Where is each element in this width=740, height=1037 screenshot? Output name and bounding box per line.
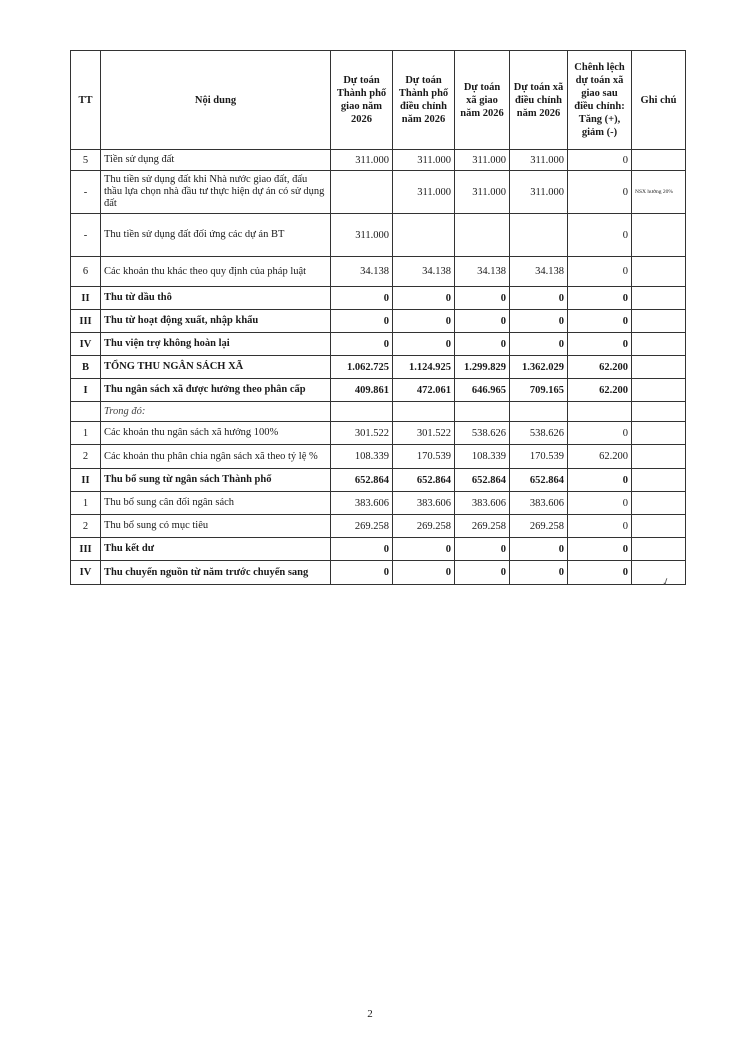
- header-col1: Dự toán Thành phố giao năm 2026: [331, 51, 393, 150]
- row-c3: [455, 402, 510, 422]
- row-tt: B: [71, 356, 101, 379]
- row-c2: 301.522: [393, 422, 455, 445]
- row-c4: 0: [510, 561, 568, 585]
- row-c4: 170.539: [510, 445, 568, 469]
- row-tt: 5: [71, 150, 101, 171]
- row-c5: 0: [568, 469, 632, 492]
- header-note: Ghi chú: [632, 51, 686, 150]
- row-content: TỔNG THU NGÂN SÁCH XÃ: [101, 356, 331, 379]
- row-c4: 0: [510, 333, 568, 356]
- row-c3: 311.000: [455, 171, 510, 214]
- row-c1: 652.864: [331, 469, 393, 492]
- table-row: [71, 171, 686, 214]
- budget-table: [70, 50, 686, 585]
- row-c2: 34.138: [393, 257, 455, 287]
- row-content: Trong đó:: [101, 402, 331, 422]
- row-c3: [455, 214, 510, 257]
- row-note: [632, 469, 686, 492]
- row-c5: [568, 402, 632, 422]
- row-c4: [510, 214, 568, 257]
- row-c3: 1.299.829: [455, 356, 510, 379]
- row-tt: II: [71, 287, 101, 310]
- row-c4: 652.864: [510, 469, 568, 492]
- table-row: [71, 356, 686, 379]
- page-number: 2: [367, 1008, 373, 1020]
- header-col3: Dự toán xã giao năm 2026: [455, 51, 510, 150]
- row-c5: 0: [568, 150, 632, 171]
- row-c1: 1.062.725: [331, 356, 393, 379]
- row-c2: 269.258: [393, 515, 455, 538]
- row-c2: 652.864: [393, 469, 455, 492]
- row-c5: 0: [568, 310, 632, 333]
- row-c1: 0: [331, 287, 393, 310]
- row-c3: 646.965: [455, 379, 510, 402]
- row-content: Thu từ hoạt động xuất, nhập khẩu: [101, 310, 331, 333]
- row-c5: 0: [568, 561, 632, 585]
- row-note: NSX hưởng 20%: [632, 171, 686, 214]
- row-c2: 472.061: [393, 379, 455, 402]
- row-tt: IV: [71, 561, 101, 585]
- row-c3: 0: [455, 561, 510, 585]
- row-tt: 6: [71, 257, 101, 287]
- row-content: Thu tiền sử dụng đất đối ứng các dự án BT: [101, 214, 331, 257]
- row-note: [632, 445, 686, 469]
- row-c2: 311.000: [393, 150, 455, 171]
- row-note: [632, 515, 686, 538]
- table-row: [71, 469, 686, 492]
- row-c3: 0: [455, 538, 510, 561]
- row-c5: 0: [568, 171, 632, 214]
- header-col4: Dự toán xã điều chỉnh năm 2026: [510, 51, 568, 150]
- row-c3: 0: [455, 310, 510, 333]
- table-row: [71, 402, 686, 422]
- row-c2: 0: [393, 333, 455, 356]
- table-row: [71, 445, 686, 469]
- row-tt: III: [71, 538, 101, 561]
- table-row: [71, 379, 686, 402]
- row-content: Các khoản thu khác theo quy định của pháp luật: [101, 257, 331, 287]
- row-tt: III: [71, 310, 101, 333]
- row-content: Thu kết dư: [101, 538, 331, 561]
- row-content: Tiền sử dụng đất: [101, 150, 331, 171]
- row-c5: 0: [568, 515, 632, 538]
- row-c1: 269.258: [331, 515, 393, 538]
- header-col5: Chênh lệch dự toán xã giao sau điều chỉnh: Tăng (+), giảm (-): [568, 51, 632, 150]
- row-c4: 269.258: [510, 515, 568, 538]
- row-c2: [393, 214, 455, 257]
- row-c1: 34.138: [331, 257, 393, 287]
- row-c3: 0: [455, 333, 510, 356]
- row-tt: II: [71, 469, 101, 492]
- row-note: [632, 379, 686, 402]
- row-note: [632, 214, 686, 257]
- table-row: [71, 515, 686, 538]
- row-c2: 170.539: [393, 445, 455, 469]
- row-note: [632, 150, 686, 171]
- row-content: Thu ngân sách xã được hưởng theo phân cấp: [101, 379, 331, 402]
- row-c3: 34.138: [455, 257, 510, 287]
- row-c1: 0: [331, 538, 393, 561]
- row-c1: 383.606: [331, 492, 393, 515]
- table-row: [71, 492, 686, 515]
- row-c3: 0: [455, 287, 510, 310]
- row-note: [632, 402, 686, 422]
- row-c1: 409.861: [331, 379, 393, 402]
- row-c2: 311.000: [393, 171, 455, 214]
- row-note: [632, 333, 686, 356]
- row-c2: 0: [393, 561, 455, 585]
- row-content: Thu bổ sung cân đối ngân sách: [101, 492, 331, 515]
- row-note: [632, 356, 686, 379]
- table-row: [71, 333, 686, 356]
- row-c2: 0: [393, 287, 455, 310]
- row-c3: 383.606: [455, 492, 510, 515]
- row-c1: 311.000: [331, 150, 393, 171]
- row-c4: 538.626: [510, 422, 568, 445]
- row-c4: [510, 402, 568, 422]
- row-c4: 709.165: [510, 379, 568, 402]
- row-c4: 311.000: [510, 150, 568, 171]
- row-c1: [331, 171, 393, 214]
- row-tt: 2: [71, 515, 101, 538]
- row-c3: 311.000: [455, 150, 510, 171]
- row-c5: 0: [568, 287, 632, 310]
- row-c1: 311.000: [331, 214, 393, 257]
- row-c4: 383.606: [510, 492, 568, 515]
- table-row: [71, 214, 686, 257]
- table-row: [71, 150, 686, 171]
- row-c5: 62.200: [568, 379, 632, 402]
- table-row: [71, 287, 686, 310]
- row-c1: 301.522: [331, 422, 393, 445]
- row-tt: 1: [71, 422, 101, 445]
- header-content: Nội dung: [101, 51, 331, 150]
- row-c1: [331, 402, 393, 422]
- row-c3: 652.864: [455, 469, 510, 492]
- row-note: [632, 492, 686, 515]
- row-tt: 2: [71, 445, 101, 469]
- row-tt: -: [71, 214, 101, 257]
- table-header-row: [71, 51, 686, 150]
- row-c3: 108.339: [455, 445, 510, 469]
- row-c1: 0: [331, 333, 393, 356]
- row-content: Thu từ dầu thô: [101, 287, 331, 310]
- pen-mark-icon: ✓: [660, 575, 673, 590]
- row-tt: IV: [71, 333, 101, 356]
- row-c4: 0: [510, 310, 568, 333]
- row-note: [632, 310, 686, 333]
- row-note: [632, 422, 686, 445]
- row-c1: 0: [331, 310, 393, 333]
- row-c5: 62.200: [568, 356, 632, 379]
- row-note: [632, 538, 686, 561]
- row-note: [632, 257, 686, 287]
- row-c2: 1.124.925: [393, 356, 455, 379]
- row-content: Thu bổ sung có mục tiêu: [101, 515, 331, 538]
- row-c3: 538.626: [455, 422, 510, 445]
- row-tt: [71, 402, 101, 422]
- row-content: Thu bổ sung từ ngân sách Thành phố: [101, 469, 331, 492]
- row-c4: 0: [510, 287, 568, 310]
- row-c5: 0: [568, 538, 632, 561]
- header-tt: TT: [71, 51, 101, 150]
- row-content: Thu tiền sử dụng đất khi Nhà nước giao đất, đấu thầu lựa chọn nhà đầu tư thực hiện dự án có sử dụng đất: [101, 171, 331, 214]
- row-content: Thu chuyển nguồn từ năm trước chuyển sang: [101, 561, 331, 585]
- row-c5: 0: [568, 214, 632, 257]
- row-c2: 383.606: [393, 492, 455, 515]
- row-c2: 0: [393, 310, 455, 333]
- row-c1: 108.339: [331, 445, 393, 469]
- row-c5: 0: [568, 492, 632, 515]
- row-content: Các khoản thu phân chia ngân sách xã theo tỷ lệ %: [101, 445, 331, 469]
- row-tt: 1: [71, 492, 101, 515]
- row-c4: 1.362.029: [510, 356, 568, 379]
- row-c4: 34.138: [510, 257, 568, 287]
- row-c5: 0: [568, 422, 632, 445]
- row-c3: 269.258: [455, 515, 510, 538]
- row-note: [632, 287, 686, 310]
- row-c5: 0: [568, 333, 632, 356]
- row-content: Các khoản thu ngân sách xã hưởng 100%: [101, 422, 331, 445]
- row-c5: 0: [568, 257, 632, 287]
- row-tt: I: [71, 379, 101, 402]
- table-row: [71, 538, 686, 561]
- table-row: [71, 422, 686, 445]
- table-row: [71, 561, 686, 585]
- table-row: [71, 257, 686, 287]
- row-content: Thu viện trợ không hoàn lại: [101, 333, 331, 356]
- row-c5: 62.200: [568, 445, 632, 469]
- row-note: [632, 561, 686, 585]
- table-row: [71, 310, 686, 333]
- row-c1: 0: [331, 561, 393, 585]
- row-c4: 311.000: [510, 171, 568, 214]
- header-col2: Dự toán Thành phố điều chỉnh năm 2026: [393, 51, 455, 150]
- row-c4: 0: [510, 538, 568, 561]
- row-tt: -: [71, 171, 101, 214]
- row-c2: 0: [393, 538, 455, 561]
- row-c2: [393, 402, 455, 422]
